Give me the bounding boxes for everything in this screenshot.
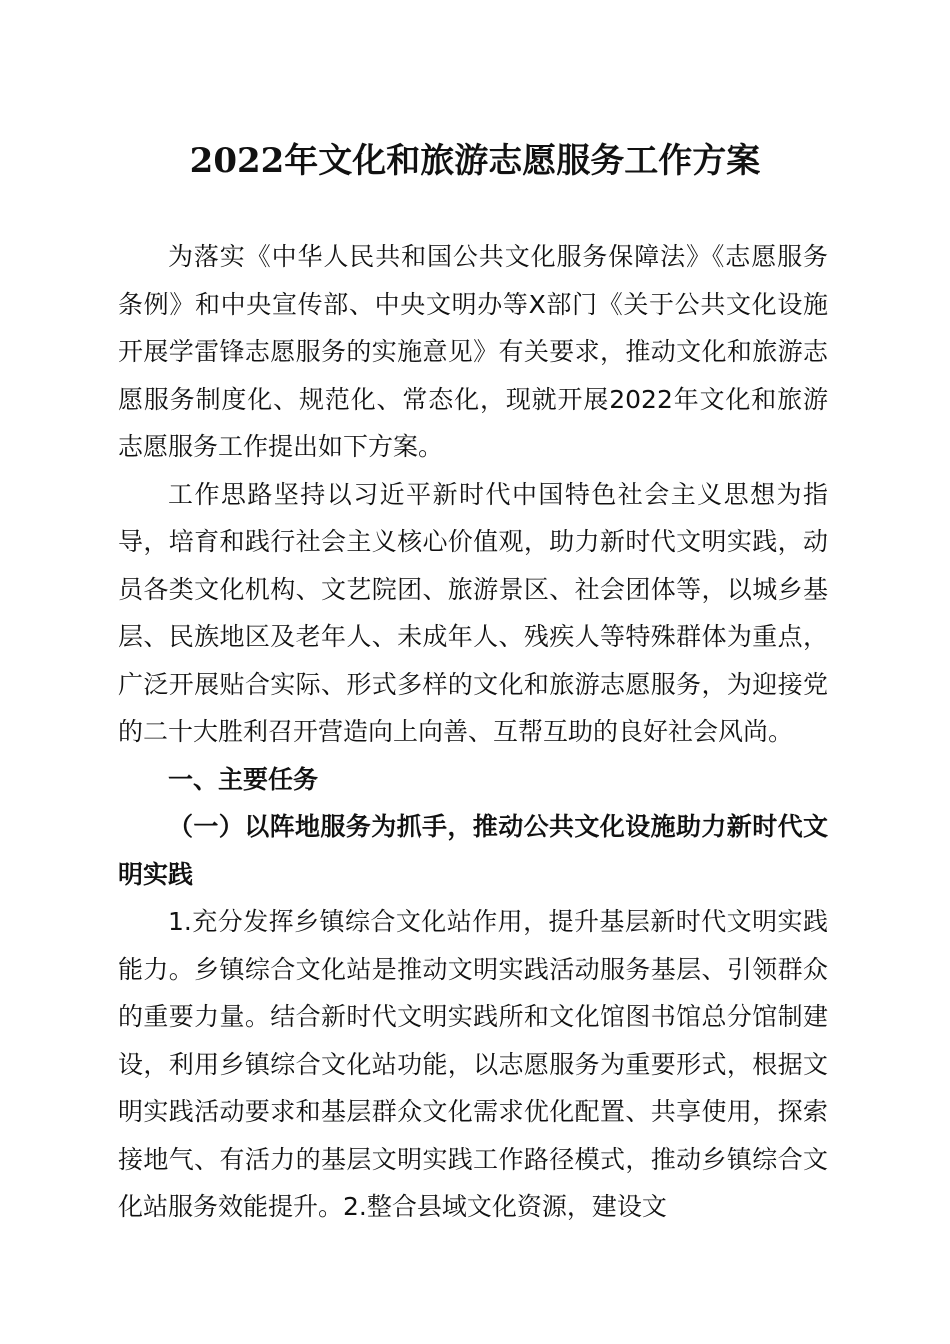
work-approach-paragraph: 工作思路坚持以习近平新时代中国特色社会主义思想为指导，培育和践行社会主义核心价值观，助力新时代文明实践，动员各类文化机构、文艺院团、旅游景区、社会团体等，以城乡基层、民族地区及老年人、未成年人、残疾人等特殊群体为重点，广泛开展贴合实际、形式多样的文化和旅游志愿服务，为迎接党的二十大胜利召开营造向上向善、互帮互助的良好社会风尚。 bbox=[118, 479, 828, 746]
intro-paragraph: 为落实《中华人民共和国公共文化服务保障法》《志愿服务条例》和中央宣传部、中央文明办等X部门《关于公共文化设施开展学雷锋志愿服务的实施意见》有关要求，推动文化和旅游志愿服务制度化、规范化、常态化，现就开展2022年文化和旅游志愿服务工作提出如下方案。 bbox=[118, 242, 828, 461]
document-title: 2022年文化和旅游志愿服务工作方案 bbox=[189, 141, 761, 181]
document-body bbox=[118, 233, 828, 1231]
task-item-paragraph: 1.充分发挥乡镇综合文化站作用，提升基层新时代文明实践能力。乡镇综合文化站是推动文明实践活动服务基层、引领群众的重要力量。结合新时代文明实践所和文化馆图书馆总分馆制建设，利用乡镇综合文化站功能，以志愿服务为重要形式，根据文明实践活动要求和基层群众文化需求优化配置、共享使用，探索接地气、有活力的基层文明实践工作路径模式，推动乡镇综合文化站服务效能提升。2.整合县域文化资源，建设文 bbox=[118, 907, 828, 1221]
subsection-heading-1: （一）以阵地服务为抓手，推动公共文化设施助力新时代文明实践 bbox=[118, 812, 828, 889]
section-heading-main-tasks: 一、主要任务 bbox=[168, 764, 319, 794]
